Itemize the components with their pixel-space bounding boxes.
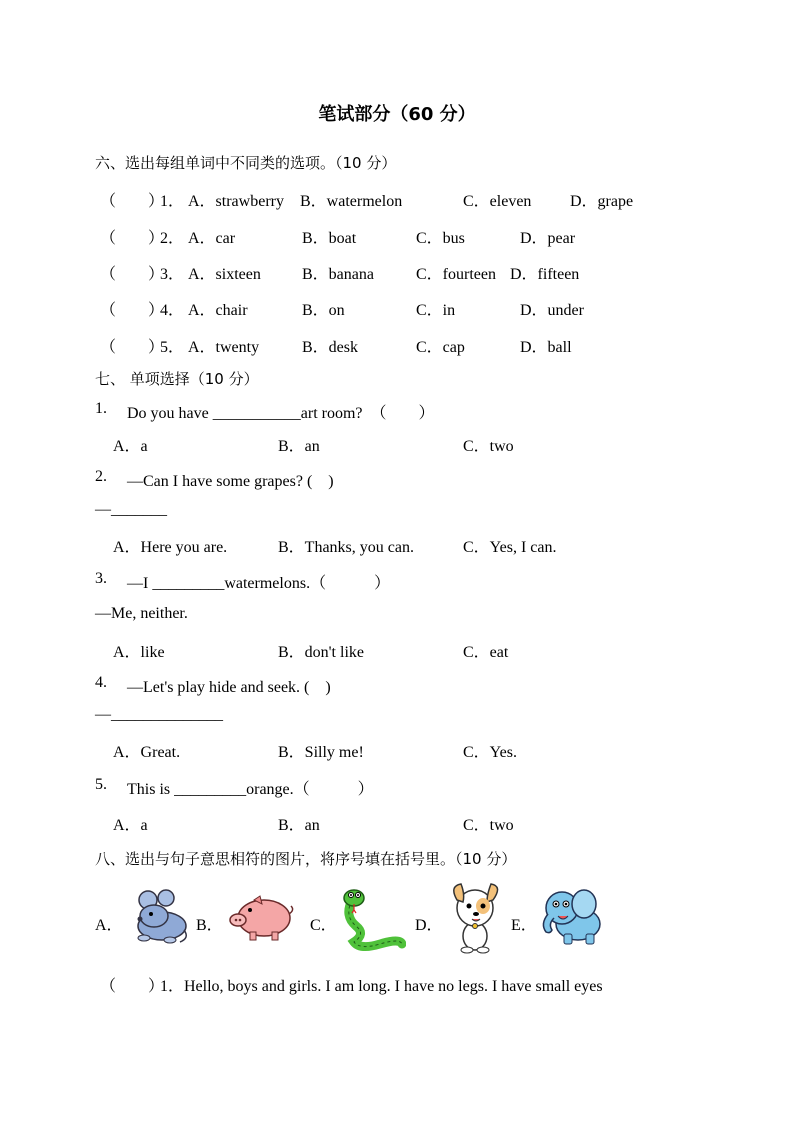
option-c: C．eat (463, 644, 509, 661)
section-7-heading: 七、 单项选择（10 分） (95, 370, 259, 388)
option-b: B．boat (302, 230, 357, 247)
option-d: D．grape (570, 193, 634, 210)
section-6-heading: 六、选出每组单词中不同类的选项。（10 分） (95, 154, 397, 172)
question-text: —Let's play hide and seek. ( ) (127, 679, 331, 696)
pig-icon (226, 894, 296, 942)
option-c: C．Yes, I can. (463, 539, 557, 556)
option-c: C．fourteen (416, 266, 496, 283)
option-b: B．an (278, 817, 320, 834)
question-number: 5. (95, 776, 107, 793)
option-c: C．two (463, 438, 514, 455)
snake-icon (340, 886, 406, 952)
answer-paren[interactable]: （ ） (100, 978, 165, 995)
mouse-icon (124, 888, 192, 948)
option-a: A．Here you are. (113, 539, 228, 556)
option-a: A．strawberry (188, 193, 284, 210)
option-a: A．twenty (188, 339, 260, 356)
question-number: 1． (160, 193, 185, 210)
picture-label-c: C． (310, 917, 337, 934)
option-a: A．a (113, 438, 148, 455)
elephant-icon (538, 884, 608, 950)
option-c: C．eleven (463, 193, 532, 210)
question-text: —I _________watermelons.（ ） (127, 575, 391, 592)
answer-paren[interactable]: （ ） (100, 302, 165, 319)
question-number: 2． (160, 230, 185, 247)
question-text: —Can I have some grapes? ( ) (127, 473, 334, 490)
question-number: 2. (95, 468, 107, 485)
answer-line: —______________ (95, 706, 223, 723)
answer-paren[interactable]: （ ） (100, 266, 165, 283)
option-d: D．under (520, 302, 584, 319)
answer-line: —Me, neither. (95, 605, 188, 622)
question-text: This is _________orange.（ ） (127, 781, 374, 798)
option-c: C．in (416, 302, 456, 319)
option-b: B．Thanks, you can. (278, 539, 414, 556)
option-a: A．car (188, 230, 236, 247)
option-c: C．Yes. (463, 744, 517, 761)
picture-label-b: B． (196, 917, 223, 934)
option-b: B．watermelon (300, 193, 403, 210)
option-d: D．pear (520, 230, 576, 247)
picture-label-d: D． (415, 917, 443, 934)
question-number: 4． (160, 302, 185, 319)
picture-label-a: A． (95, 917, 123, 934)
question-text: Do you have ___________art room? （ ） (127, 405, 435, 422)
option-c: C．bus (416, 230, 465, 247)
option-c: C．two (463, 817, 514, 834)
question-number: 4. (95, 674, 107, 691)
option-c: C．cap (416, 339, 465, 356)
option-a: A．Great. (113, 744, 181, 761)
question-number: 3. (95, 570, 107, 587)
picture-label-e: E． (511, 917, 537, 934)
question-text: 1．Hello, boys and girls. I am long. I have no legs. I have small eyes (160, 978, 603, 995)
dog-icon (445, 880, 507, 956)
option-d: D．ball (520, 339, 572, 356)
option-a: A．a (113, 817, 148, 834)
option-a: A．sixteen (188, 266, 261, 283)
option-a: A．like (113, 644, 165, 661)
question-number: 3． (160, 266, 185, 283)
option-d: D．fifteen (510, 266, 580, 283)
question-number: 1. (95, 400, 107, 417)
page-title: 笔试部分（60 分） (318, 104, 476, 125)
option-b: B．desk (302, 339, 359, 356)
option-b: B．banana (302, 266, 374, 283)
option-a: A．chair (188, 302, 248, 319)
answer-line: —_______ (95, 501, 167, 518)
section-8-heading: 八、选出与句子意思相符的图片，将序号填在括号里。（10 分） (95, 850, 517, 868)
question-number: 5． (160, 339, 185, 356)
option-b: B．an (278, 438, 320, 455)
answer-paren[interactable]: （ ） (100, 230, 165, 247)
answer-paren[interactable]: （ ） (100, 339, 165, 356)
option-b: B．on (302, 302, 345, 319)
option-b: B．Silly me! (278, 744, 364, 761)
option-b: B．don't like (278, 644, 364, 661)
answer-paren[interactable]: （ ） (100, 193, 165, 210)
